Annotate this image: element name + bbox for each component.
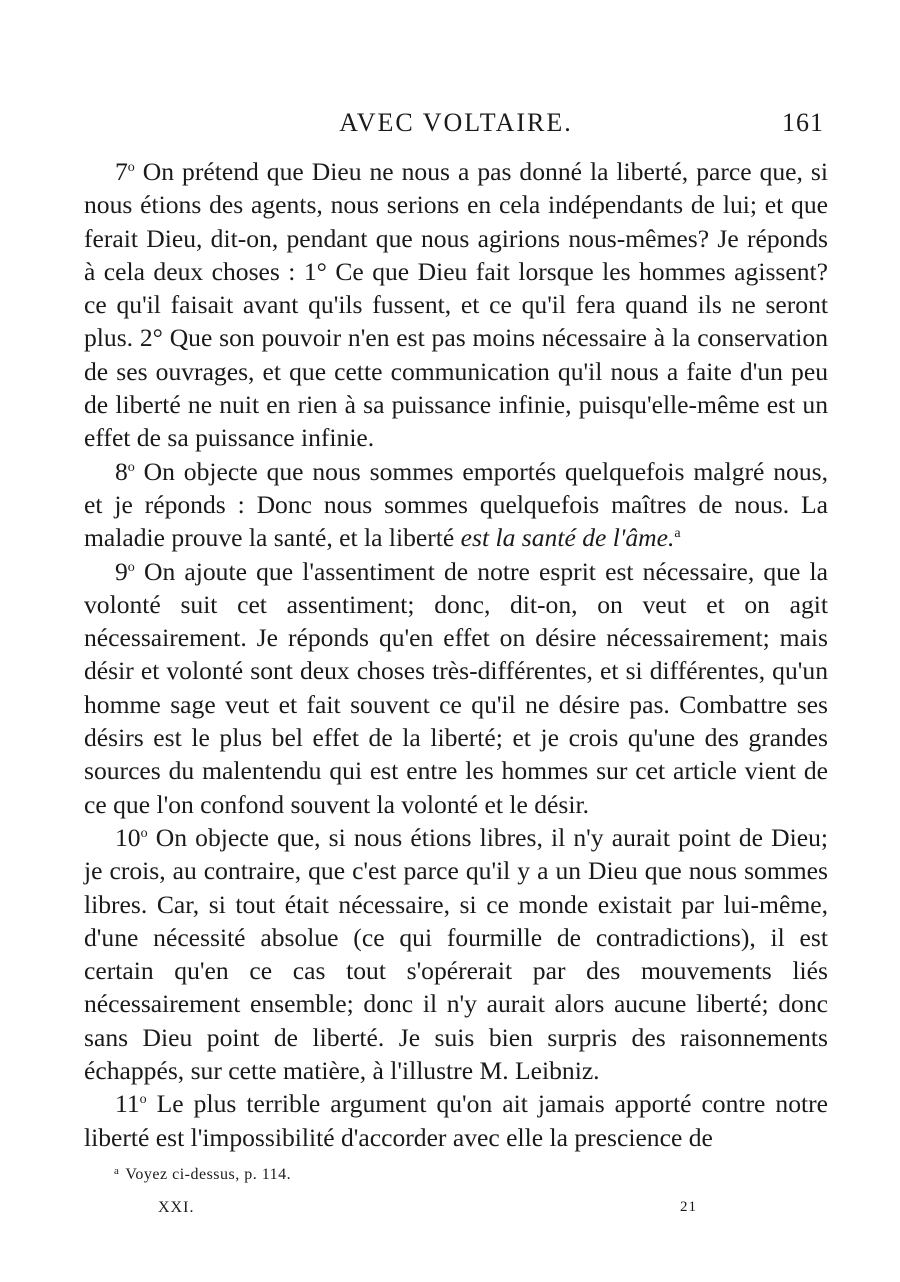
sheet-number: 21 — [680, 1199, 697, 1215]
degree-sign: o — [127, 559, 135, 575]
body-text — [84, 155, 828, 1154]
paragraph-number: 8 — [115, 456, 128, 486]
paragraph-10 — [84, 821, 828, 1087]
paragraph-number: 11 — [115, 1089, 140, 1119]
paragraph-8 — [84, 455, 828, 555]
degree-sign: o — [139, 1092, 147, 1108]
paragraph-text: On objecte que nous sommes emportés quelquefois malgré nous, et je réponds : Donc nous sommes quelquefois maîtres de nous. La maladie prouve la santé, et la liberté — [84, 456, 828, 553]
paragraph-9 — [84, 555, 828, 821]
running-head — [84, 108, 828, 144]
paragraph-text: Le plus terrible argument qu'on ait jamais apporté contre notre liberté est l'impossibilité d'accorder avec elle la prescience de — [84, 1089, 828, 1152]
paragraph-number: 10 — [115, 822, 141, 852]
paragraph-number: 7 — [115, 157, 128, 186]
degree-sign: o — [127, 459, 135, 475]
footnote-reference[interactable]: a — [674, 526, 681, 542]
running-title: AVEC VOLTAIRE. — [339, 108, 573, 137]
italic-phrase: est la santé de l'âme. — [460, 523, 675, 553]
page-number: 161 — [782, 108, 824, 137]
paragraph-number: 9 — [115, 556, 128, 586]
paragraph-7 — [84, 155, 828, 455]
degree-sign: o — [127, 160, 135, 175]
volume-signature: XXI. — [158, 1199, 195, 1216]
paragraph-text: On ajoute que l'assentiment de notre esprit est nécessaire, que la volonté suit cet assentiment; donc, dit-on, on veut et on agit nécessairement. Je réponds qu'en effet on désire nécessairement; mais désir et volonté sont deux choses très-différentes, et si différentes, qu'un homme sage veut et fait souvent ce qu'il ne désire pas. Combattre ses désirs est le plus bel effet de la liberté; et je crois qu'une des grandes sources du malentendu qui est entre les hommes sur cet article vient de ce que l'on confond souvent la volonté et le désir. — [84, 556, 828, 819]
paragraph-11 — [84, 1087, 828, 1154]
paragraph-text: On objecte que, si nous étions libres, il n'y aurait point de Dieu; je crois, au contraire, que c'est parce qu'il y a un Dieu que nous sommes libres. Car, si tout était nécessaire, si ce monde existait par lui-même, d'une nécessité absolue (ce qui fourmille de contradictions), il est certain qu'en ce cas tout s'opérerait par des mouvements liés nécessairement ensemble; donc il n'y aurait alors aucune liberté; donc sans Dieu point de liberté. Je suis bien surpris des raisonnements échappés, sur cette matière, à l'illustre M. Leibniz. — [84, 822, 828, 1086]
footnote-text: Voyez ci-dessus, p. 114. — [125, 1166, 292, 1183]
footnote-mark: a — [114, 1165, 120, 1177]
paragraph-text: On prétend que Dieu ne nous a pas donné la liberté, parce que, si nous étions des agents, nous serions en cela indépendants de lui; et que ferait Dieu, dit-on, pendant que nous agirions nous-mêmes? Je réponds à cela deux choses : 1° Ce que Dieu fait lorsque les hommes agissent? ce qu'il faisait avant qu'ils fussent, et ce qu'il fera quand ils ne seront plus. 2° Que son pouvoir n'en est pas moins nécessaire à la conservation de ses ouvrages, et que cette communication qu'il nous a faite d'un peu de liberté ne nuit en rien à sa puissance infinie, puisqu'elle-même est un effet de sa puissance infinie. — [84, 157, 828, 453]
footnote — [114, 1166, 291, 1184]
degree-sign: o — [140, 825, 148, 841]
